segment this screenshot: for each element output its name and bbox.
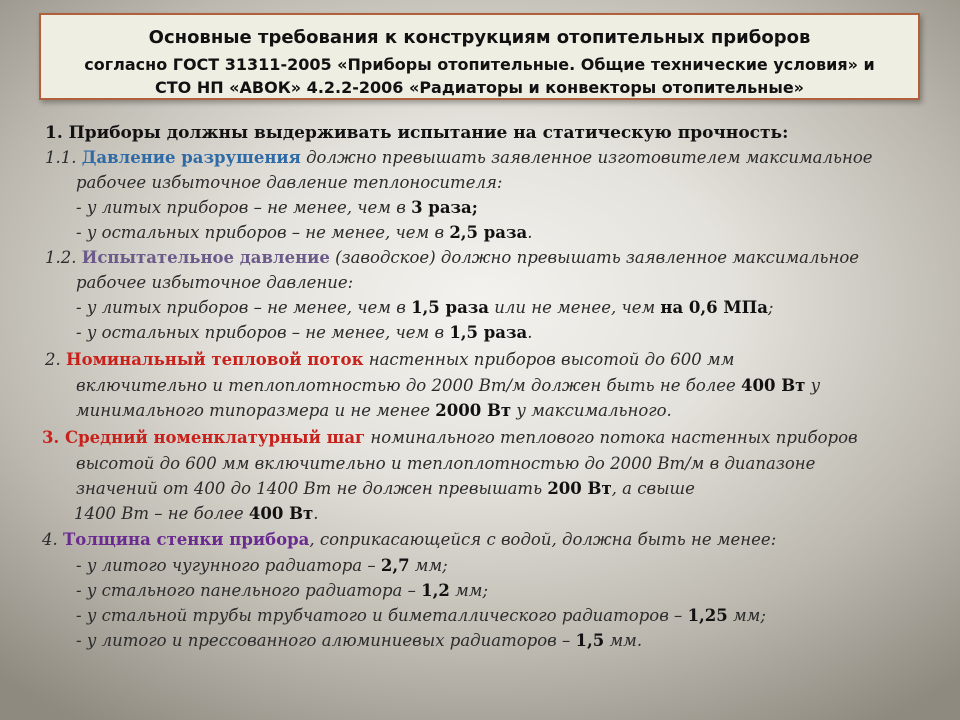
item-2	[45, 350, 734, 369]
item-2-text: настенных приборов высотой до 600 мм	[363, 350, 735, 369]
dash-text: - у литых приборов – не менее, чем в	[76, 198, 412, 217]
item-4	[42, 530, 776, 549]
item-3-number: 3.	[42, 428, 65, 447]
item-2-cont-2	[76, 401, 672, 420]
item-1-1-cont: рабочее избыточное давление теплоносителя:	[76, 173, 503, 192]
dash-value: 2,7	[380, 556, 410, 575]
dash-text: - у литых приборов – не менее, чем в	[76, 298, 412, 317]
item-2-text: минимального типоразмера и не менее	[76, 401, 436, 420]
item-1-2-cont: рабочее избыточное давление:	[76, 273, 354, 292]
dash-unit: мм.	[604, 631, 643, 650]
term-destruction-pressure: Давление разрушения	[81, 148, 301, 167]
term-test-pressure: Испытательное давление	[81, 248, 330, 267]
item-1-2-dash-2	[76, 323, 532, 342]
item-2-value: 400 Вт	[741, 376, 806, 395]
dash-value: 2,5 раза	[449, 223, 528, 242]
item-1-1	[45, 148, 873, 167]
item-4-dash-2	[76, 581, 488, 600]
item-3-value: 200 Вт	[547, 479, 612, 498]
item-3-text: .	[313, 504, 319, 523]
item-1-2-number: 1.2.	[45, 248, 82, 267]
dash-text: - у стального панельного радиатора –	[76, 581, 422, 600]
dash-value: на 0,6 МПа	[660, 298, 768, 317]
dash-value: 3 раза;	[411, 198, 478, 217]
dash-unit: мм;	[727, 606, 766, 625]
dash-value: 1,5 раза	[449, 323, 528, 342]
title-line-2: согласно ГОСТ 31311-2005 «Приборы отопительные. Общие технические условия» и	[84, 55, 875, 74]
title-line-1: Основные требования к конструкциям отопительных приборов	[148, 27, 811, 48]
item-3-text: 1400 Вт – не более	[74, 504, 249, 523]
item-3-value: 400 Вт	[248, 504, 314, 523]
item-4-number: 4.	[42, 530, 63, 549]
item-2-number: 2.	[45, 350, 66, 369]
dash-unit: мм;	[449, 581, 489, 600]
item-4-dash-3	[76, 606, 766, 625]
dash-text: - у остальных приборов – не менее, чем в	[76, 223, 450, 242]
dash-text: - у остальных приборов – не менее, чем в	[76, 323, 450, 342]
dash-text: - у литого и прессованного алюминиевых радиаторов –	[76, 631, 576, 650]
term-nomenclature-step: Средний номенклатурный шаг	[64, 428, 366, 447]
dash-value: 1,2	[421, 581, 450, 600]
dash-value: 1,5	[575, 631, 605, 650]
dash-end: .	[527, 223, 533, 242]
dash-text: - у стальной трубы трубчатого и биметаллического радиаторов –	[76, 606, 688, 625]
item-4-dash-1	[76, 556, 448, 575]
dash-value: 1,25	[687, 606, 728, 625]
item-3-text: номинального теплового потока настенных приборов	[365, 428, 858, 447]
item-4-text: , соприкасающейся с водой, должна быть не менее:	[309, 530, 777, 549]
item-1-1-text: должно превышать заявленное изготовителем максимальное	[300, 148, 873, 167]
title-line-3: СТО НП «АВОК» 4.2.2-2006 «Радиаторы и конвекторы отопительные»	[155, 78, 804, 97]
item-1-1-number: 1.1.	[45, 148, 82, 167]
section-1-heading: 1. Приборы должны выдерживать испытание на статическую прочность:	[45, 123, 789, 143]
dash-text: или не менее, чем	[488, 298, 661, 317]
item-1-2-text: (заводское) должно превышать заявленное максимальное	[329, 248, 860, 267]
item-3-text: , а свыше	[611, 479, 695, 498]
item-2-text: у максимального.	[511, 401, 672, 420]
item-2-value: 2000 Вт	[435, 401, 512, 420]
item-3-cont-3	[74, 504, 319, 523]
item-3	[42, 428, 858, 447]
item-2-text: включительно и теплоплотностью до 2000 Вт/м должен быть не более	[76, 376, 742, 395]
item-3-cont-1: высотой до 600 мм включительно и теплоплотностью до 2000 Вт/м в диапазоне	[76, 454, 816, 473]
item-4-dash-4	[76, 631, 642, 650]
dash-text: - у литого чугунного радиатора –	[76, 556, 381, 575]
item-2-text: у	[805, 376, 821, 395]
item-2-cont-1	[76, 376, 820, 395]
item-1-2-dash-1	[76, 298, 773, 317]
term-nominal-heat-flow: Номинальный тепловой поток	[66, 350, 364, 369]
item-3-cont-2	[76, 479, 695, 498]
term-wall-thickness: Толщина стенки прибора	[63, 530, 310, 549]
item-3-text: значений от 400 до 1400 Вт не должен превышать	[76, 479, 548, 498]
item-1-2	[45, 248, 859, 267]
dash-end: ;	[767, 298, 774, 317]
dash-end: .	[527, 323, 533, 342]
dash-value: 1,5 раза	[411, 298, 489, 317]
dash-unit: мм;	[409, 556, 448, 575]
item-1-1-dash-1	[76, 198, 478, 217]
item-1-1-dash-2	[76, 223, 532, 242]
